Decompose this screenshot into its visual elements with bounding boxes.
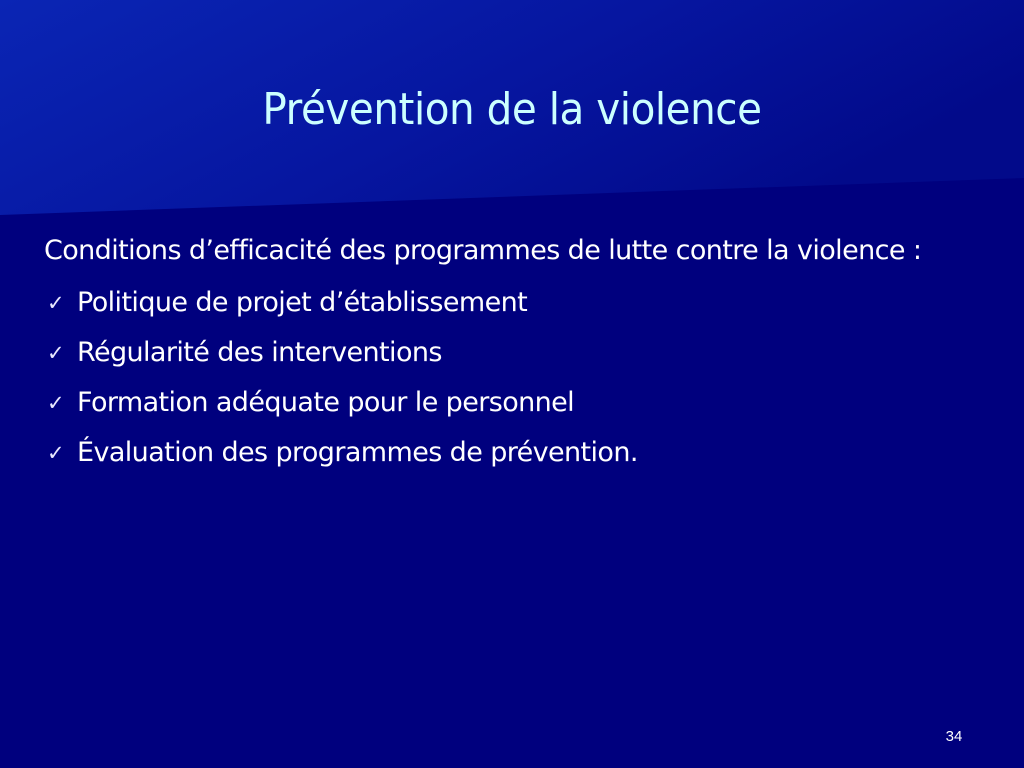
list-item — [44, 328, 978, 378]
checkmark-icon: ✓ — [47, 391, 64, 415]
intro-text: Conditions d’efficacité des programmes de lutte contre la violence : — [44, 235, 922, 266]
slide-body — [44, 230, 978, 478]
checkmark-icon: ✓ — [47, 441, 64, 465]
page-number: 34 — [945, 728, 963, 745]
list-item — [44, 278, 978, 328]
list-item-label: Politique de projet d’établissement — [77, 287, 528, 318]
list-item-label: Évaluation des programmes de prévention. — [77, 437, 638, 468]
list-item-label: Formation adéquate pour le personnel — [77, 387, 575, 418]
list-item-label: Régularité des interventions — [77, 337, 442, 368]
checklist — [44, 278, 978, 478]
slide-title: Prévention de la violence — [262, 84, 762, 135]
checkmark-icon: ✓ — [47, 341, 64, 365]
list-item — [44, 428, 978, 478]
list-item — [44, 378, 978, 428]
checkmark-icon: ✓ — [47, 291, 64, 315]
